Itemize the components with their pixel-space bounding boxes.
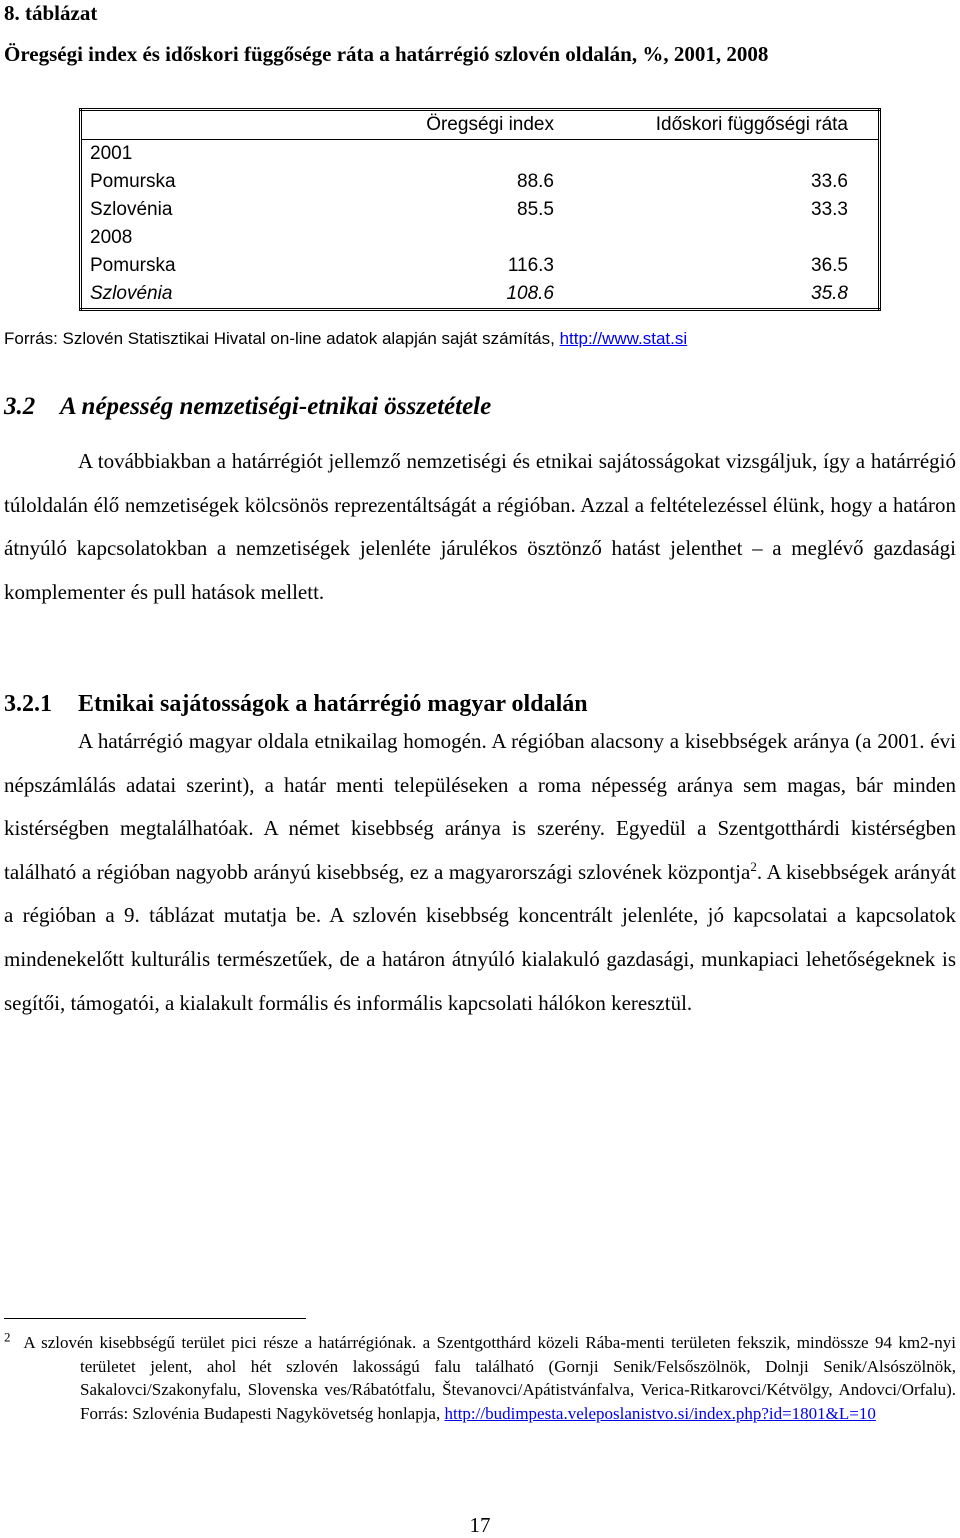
- table-row: [81, 140, 880, 169]
- table-cell-value: [348, 224, 616, 252]
- table-cell-value: [616, 140, 880, 169]
- table-row: [81, 168, 880, 196]
- footnote-number: 2: [4, 1329, 11, 1345]
- source-text: Forrás: Szlovén Statisztikai Hivatal on-line adatok alapján saját számítás,: [4, 329, 560, 348]
- table-cell-value: [348, 140, 616, 169]
- table-header-row: [81, 110, 880, 140]
- table-row: [81, 224, 880, 252]
- table-cell-label: Pomurska: [90, 255, 176, 276]
- body-paragraph: [4, 720, 956, 1025]
- section-title: A népesség nemzetiségi-etnikai összetétele: [60, 393, 492, 420]
- table-cell-label: 2008: [90, 227, 133, 248]
- table-row: [81, 196, 880, 224]
- subsection-number: 3.2.1: [4, 691, 52, 717]
- source-link[interactable]: http://www.stat.si: [559, 329, 688, 348]
- table-cell-label: Pomurska: [90, 171, 176, 192]
- footnote-body: [4, 1331, 956, 1425]
- table-cell-value: 88.6: [517, 171, 554, 192]
- table-cell-value: 85.5: [517, 199, 554, 220]
- table-header-cell: Időskori függőségi ráta: [616, 110, 880, 140]
- section-heading: [4, 391, 491, 423]
- page-number: 17: [469, 1513, 491, 1537]
- table-cell-value: 116.3: [507, 255, 554, 276]
- data-table: [79, 108, 881, 311]
- paragraph-text: A továbbiakban a határrégiót jellemző nemzetiségi és etnikai sajátosságokat vizsgáljuk, így a határrégió túloldalán élő nemzetiségek kölcsönös reprezentáltságát a régióban. Azzal a feltételezéssel élünk, hogy a határon átnyúló kapcsolatokban a nemzetiségek jelenléte járulékos ösztönző hatást jelenthet – a meglévő gazdasági komplementer és pull hatások mellett.: [4, 449, 956, 604]
- body-paragraph: [4, 440, 956, 614]
- table-cell-label: Szlovénia: [90, 199, 173, 220]
- table-cell-label: Szlovénia: [90, 283, 173, 304]
- table-source-note: [4, 327, 687, 351]
- table-title: Öregségi index és időskori függősége ráta a határrégió szlovén oldalán, %, 2001, 2008: [4, 42, 769, 66]
- table-cell-value: 33.6: [811, 171, 848, 192]
- paragraph-text: . A kisebbségek arányát a régióban a 9. táblázat mutatja be. A szlovén kisebbség koncentrált jelenléte, jó kapcsolatai a kapcsolatok mindenekelőtt kulturális természetűek, de a határon átnyúló kialakuló gazdasági, munkapiaci lehetőségeknek is segítői, támogatói, a kialakult formális és informális kapcsolati hálókon keresztül.: [4, 859, 956, 1015]
- footnote-text: A szlovén kisebbségű terület pici része a határrégiónak. a Szentgotthárd közeli Rába-menti területen fekszik, mindössze 94 km2-nyi területet jelent, ahol hét szlovén lakosságú falu található (Gornji Senik/Felsőszölnök, Dolnji Senik/Alsószölnök, Sakalovci/Szakonyfalu, Slovenska ves/Rábatótfalu, Števanovci/Apátistvánfalva, Verica-Ritkarovci/Kétvölgy, Andovci/Orfalu). Forrás: Szlovénia Budapesti Nagykövetség honlapja,: [23, 1333, 957, 1423]
- table-label: 8. táblázat: [4, 1, 98, 25]
- footnote-separator: [4, 1318, 306, 1319]
- section-number: 3.2: [4, 393, 36, 420]
- table-cell-value: 33.3: [811, 199, 848, 220]
- table-cell-value: 35.8: [811, 283, 848, 304]
- footnote: [4, 1331, 956, 1425]
- table-cell-value: 108.6: [506, 283, 554, 304]
- table-row: [81, 252, 880, 280]
- table-cell-value: [616, 224, 880, 252]
- table-cell-value: 36.5: [811, 255, 848, 276]
- subsection-heading: [4, 688, 588, 720]
- table-header-cell: Öregségi index: [348, 110, 616, 140]
- table-row: [81, 280, 880, 310]
- paragraph-text: A határrégió magyar oldala etnikailag homogén. A régióban alacsony a kisebbségek aránya (a 2001. évi népszámlálás adatai szerint), a határ menti településeken a roma népesség aránya sem magas, bár minden kistérségben megtalálhatóak. A német kisebbség aránya is szerény. Egyedül a Szentgotthárdi kistérségben található a régióban nagyobb arányú kisebbség, ez a magyarországi szlovének központja: [4, 729, 956, 884]
- subsection-title: Etnikai sajátosságok a határrégió magyar oldalán: [78, 691, 588, 717]
- footnote-link[interactable]: http://budimpesta.veleposlanistvo.si/index.php?id=1801&L=10: [444, 1403, 876, 1423]
- table-header-cell: [81, 110, 349, 140]
- table-cell-label: 2001: [90, 143, 133, 164]
- footnote-reference[interactable]: 2: [750, 858, 757, 874]
